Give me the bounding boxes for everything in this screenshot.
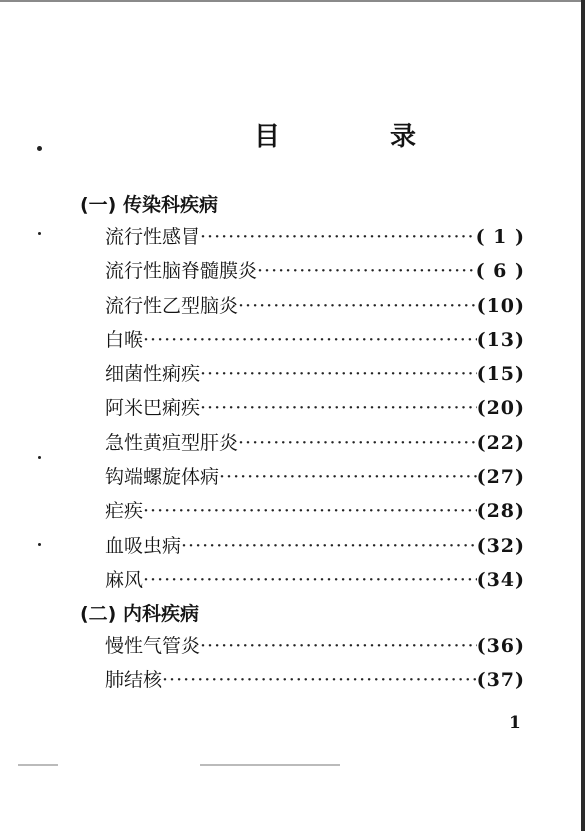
- toc-entry-name: 血吸虫病: [105, 534, 182, 557]
- toc-entry-page: (13): [476, 328, 525, 351]
- toc-entry[interactable]: [105, 426, 525, 460]
- leader-dots: [219, 460, 477, 494]
- toc-entry-page: (28): [476, 500, 525, 523]
- toc-entry-name: 流行性乙型脑炎: [105, 294, 239, 317]
- toc-entry-name: 细菌性痢疾: [105, 363, 201, 386]
- scan-speck: [38, 232, 41, 235]
- toc-entry[interactable]: [105, 460, 525, 494]
- toc-entry[interactable]: [105, 357, 525, 391]
- scan-noise: [200, 764, 340, 766]
- toc-entry[interactable]: [105, 529, 525, 563]
- toc-entry-name: 疟疾: [105, 500, 144, 523]
- toc-entry[interactable]: [105, 289, 525, 323]
- toc-entry[interactable]: [105, 254, 525, 288]
- page-number: 1: [509, 713, 521, 733]
- page-title: 目 录: [254, 122, 459, 152]
- toc-entry-page: (32): [476, 534, 525, 557]
- toc-entry-page: (22): [476, 431, 525, 454]
- toc-list-infectious: [105, 220, 525, 597]
- toc-entry-name: 流行性脑脊髓膜炎: [105, 260, 258, 283]
- toc-entry-name: 肺结核: [105, 669, 163, 692]
- toc-entry-page: ( 1 ): [475, 226, 525, 248]
- toc-entry-page: (15): [476, 363, 525, 386]
- toc-entry-page: (27): [476, 466, 525, 489]
- toc-entry-name: 急性黄疸型肝炎: [105, 431, 239, 454]
- toc-entry[interactable]: [105, 494, 525, 528]
- toc-entry-page: (36): [476, 635, 525, 657]
- toc-entry-page: (20): [476, 397, 525, 420]
- toc-list-internal-medicine: [105, 629, 525, 698]
- toc-entry[interactable]: [105, 391, 525, 425]
- section-heading-infectious: (一) 传染科疾病: [80, 194, 218, 216]
- section-heading-internal-medicine: (二) 内科疾病: [80, 603, 199, 625]
- toc-entry[interactable]: [105, 663, 525, 697]
- toc-entry-name: 钩端螺旋体病: [105, 466, 220, 489]
- toc-entry-page: (34): [476, 568, 525, 591]
- toc-entry-page: ( 6 ): [475, 260, 525, 283]
- leader-dots: [238, 426, 477, 460]
- leader-dots: [238, 289, 477, 323]
- leader-dots: [257, 254, 476, 288]
- scan-noise: [18, 764, 58, 766]
- toc-entry-name: 阿米巴痢疾: [105, 397, 201, 420]
- leader-dots: [200, 357, 477, 391]
- leader-dots: [143, 323, 477, 357]
- leader-dots: [200, 391, 477, 425]
- leader-dots: [200, 220, 476, 254]
- toc-entry-name: 麻风: [105, 568, 144, 591]
- scan-speck: [37, 146, 42, 151]
- leader-dots: [143, 563, 477, 597]
- toc-entry-name: 流行性感冒: [105, 226, 201, 248]
- toc-entry-page: (37): [476, 669, 525, 692]
- toc-entry[interactable]: [105, 563, 525, 597]
- scan-speck: [38, 456, 41, 459]
- toc-entry-page: (10): [476, 294, 525, 317]
- page-frame-top: [0, 0, 585, 2]
- toc-entry[interactable]: [105, 629, 525, 663]
- leader-dots: [200, 629, 477, 663]
- leader-dots: [162, 663, 477, 697]
- scan-speck: [38, 543, 41, 546]
- toc-entry[interactable]: [105, 220, 525, 254]
- leader-dots: [181, 529, 477, 563]
- toc-entry-name: 慢性气管炎: [105, 635, 201, 657]
- page-frame-right: [581, 0, 585, 831]
- toc-entry-name: 白喉: [105, 328, 144, 351]
- leader-dots: [143, 494, 477, 528]
- toc-entry[interactable]: [105, 323, 525, 357]
